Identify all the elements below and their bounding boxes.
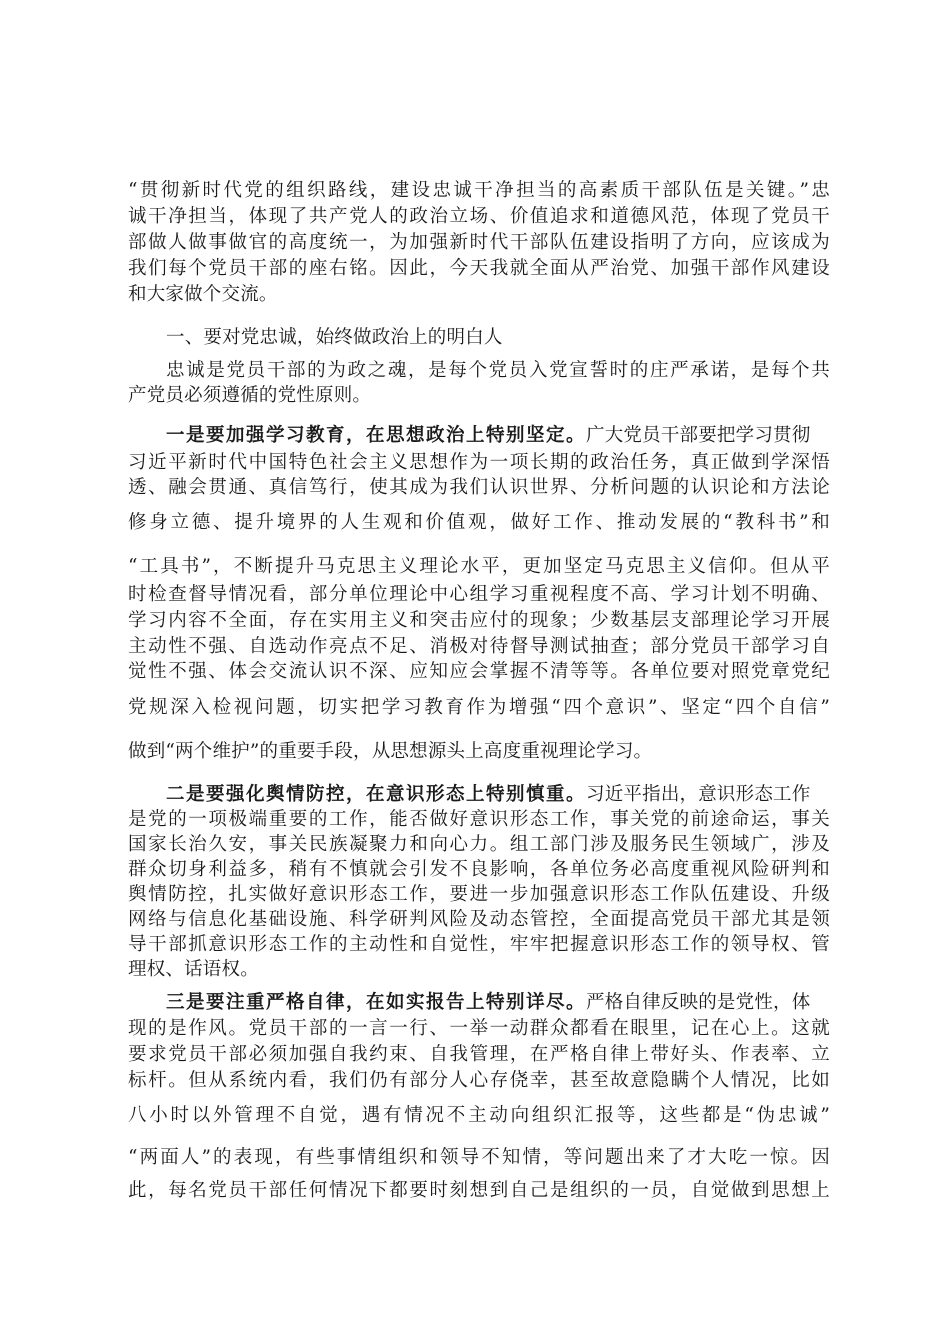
text-line: 我们每个党员干部的座右铭。因此，今天我就全面从严治党、加强干部作风建设 [128,258,830,279]
text-line: 透、融会贯通、真信笃行，使其成为我们认识世界、分析问题的认识论和方法论 [128,477,830,498]
text-line: 国家长治久安，事关民族凝聚力和向心力。组工部门涉及服务民生领域广，涉及 [128,834,830,855]
text-line: 和大家做个交流。 [128,284,278,305]
bold-lead: 二是要强化舆情防控，在意识形态上特别慎重。 [166,784,587,805]
text-line: 忠诚是党员干部的为政之魂，是每个党员入党宣誓时的庄严承诺，是每个共 [166,360,830,381]
bold-lead: 一是要加强学习教育，在思想政治上特别坚定。 [166,425,587,446]
text-line: “贯彻新时代党的组织路线，建设忠诚干净担当的高素质干部队伍是关键。”忠 [128,180,830,201]
text-line: 舆情防控，扎实做好意识形态工作，要进一步加强意识形态工作队伍建设、升级 [128,884,830,905]
text-line: 此，每名党员干部任何情况下都要时刻想到自己是组织的一员，自觉做到思想上 [128,1180,830,1201]
text-line: 时检查督导情况看，部分单位理论中心组学习重视程度不高、学习计划不明确、 [128,584,830,605]
text-line: 主动性不强、自选动作亮点不足、消极对待督导测试抽查；部分党员干部学习自 [128,636,830,657]
text-line: 导干部抓意识形态工作的主动性和自觉性，牢牢把握意识形态工作的领导权、管 [128,934,830,955]
text-line: 网络与信息化基础设施、科学研判风险及动态管控，全面提高党员干部尤其是领 [128,909,830,930]
bold-lead: 三是要注重严格自律，在如实报告上特别详尽。 [166,992,587,1013]
section-heading: 一、要对党忠诚，始终做政治上的明白人 [166,327,503,348]
text-line: “两面人”的表现，有些事情组织和领导不知情，等问题出来了才大吃一惊。因 [128,1147,830,1168]
text-line: 产党员必须遵循的党性原则。 [128,385,372,406]
text-line: 八小时以外管理不自觉，遇有情况不主动向组织汇报等，这些都是“伪忠诚” [128,1105,830,1126]
text-line: 要求党员干部必须加强自我约束、自我管理，在严格自律上带好头、作表率、立 [128,1044,830,1065]
text-line: 党规深入检视问题，切实把学习教育作为增强“四个意识”、坚定“四个自信” [128,697,830,718]
text-line: 学习内容不全面，存在实用主义和突击应付的现象；少数基层支部理论学习开展 [128,610,830,631]
text-line: 修身立德、提升境界的人生观和价值观，做好工作、推动发展的“教科书”和 [128,512,830,533]
text-line: 做到“两个维护”的重要手段，从思想源头上高度重视理论学习。 [128,741,653,762]
bold-lead-line [166,780,810,806]
text-line: 群众切身利益多，稍有不慎就会引发不良影响，各单位务必高度重视风险研判和 [128,859,830,880]
text-line: 诚干净担当，体现了共产党人的政治立场、价值追求和道德风范，体现了党员干 [128,206,830,227]
text-line: 习近平新时代中国特色社会主义思想作为一项长期的政治任务，真正做到学深悟 [128,452,830,473]
text-line: 标杆。但从系统内看，我们仍有部分人心存侥幸，甚至故意隐瞒个人情况，比如 [128,1070,830,1091]
text-line: 理权、话语权。 [128,959,259,980]
text-line: 部做人做事做官的高度统一，为加强新时代干部队伍建设指明了方向，应该成为 [128,232,830,253]
text-line: 觉性不强、体会交流认识不深、应知应会掌握不清等等。各单位要对照党章党纪 [128,661,830,682]
text-after-lead: 严格自律反映的是党性，体 [586,992,811,1013]
bold-lead-line [166,421,810,447]
bold-lead-line [166,988,810,1014]
text-line: 是党的一项极端重要的工作，能否做好意识形态工作，事关党的前途命运，事关 [128,809,830,830]
text-line: 现的是作风。党员干部的一言一行、一举一动群众都看在眼里，记在心上。这就 [128,1018,830,1039]
text-line: “工具书”，不断提升马克思主义理论水平，更加坚定马克思主义信仰。但从平 [128,556,830,577]
text-after-lead: 广大党员干部要把学习贯彻 [586,425,811,446]
text-after-lead: 习近平指出，意识形态工作 [586,784,811,805]
